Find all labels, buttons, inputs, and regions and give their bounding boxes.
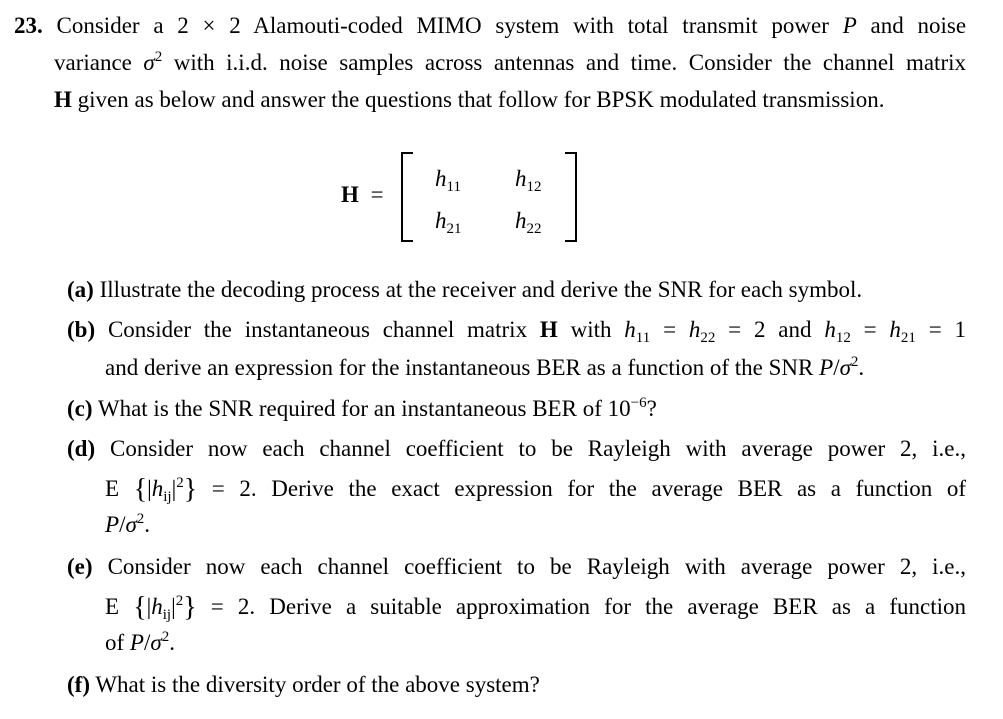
part-d-expectation: E $\{|h_{ij}|^2\}$ bbox=[105, 474, 198, 505]
part-d-line-3: $P/\sigma^2$. bbox=[105, 511, 151, 537]
matrix-entry-h12: $h_{12}$ bbox=[515, 166, 542, 195]
part-f: (f) What is the diversity order of the above system? bbox=[67, 672, 540, 697]
part-d-line-1: (d) Consider now each channel coefficient to be Rayleigh with average power 2, i.e., bbox=[67, 436, 966, 461]
part-e-line-1: (e) Consider now each channel coefficient to be Rayleigh with average power 2, i.e., bbox=[67, 554, 967, 579]
matrix-entry-h21: $h_{21}$ bbox=[435, 208, 462, 237]
part-e-expectation: E $\{|h_{ij}|^2\}$ bbox=[105, 592, 197, 623]
matrix-entry-h11: $h_{11}$ bbox=[435, 166, 461, 195]
matrix-entry-h22: $h_{22}$ bbox=[515, 208, 542, 237]
problem-number: 23. bbox=[14, 13, 43, 38]
part-b-line-2: and derive an expression for the instantaneous BER as a function of the SNR $P/\sigma^2$. bbox=[105, 354, 865, 380]
intro-line-3: H given as below and answer the questions that follow for BPSK modulated transmission. bbox=[54, 87, 885, 112]
part-b-line-1: (b) Consider the instantaneous channel matrix H with $h_{11} = h_{22} = 2$ and $h_{12} = h_{21} = 1$ bbox=[67, 317, 967, 346]
part-e-label: (e) bbox=[67, 554, 93, 579]
part-c: (c) What is the SNR required for an instantaneous BER of $10^{-6}$? bbox=[67, 395, 657, 421]
matrix-right-bracket bbox=[565, 152, 577, 242]
part-d-line-2: E $\{|h_{ij}|^2\} = 2$. Derive the exact expression for the average BER as a function of bbox=[105, 474, 967, 505]
part-f-label: (f) bbox=[67, 672, 90, 697]
part-d-label: (d) bbox=[67, 436, 96, 461]
part-c-label: (c) bbox=[67, 396, 93, 421]
part-a: (a) Illustrate the decoding process at the receiver and derive the SNR for each symbol. bbox=[67, 277, 863, 302]
part-b-label: (b) bbox=[67, 317, 96, 342]
intro-line-2: variance $\sigma^2$ with i.i.d. noise samples across antennas and time. Consider the channel matrix bbox=[54, 49, 966, 75]
matrix-left-bracket bbox=[401, 152, 413, 242]
part-e-line-2: E $\{|h_{ij}|^2\} = 2$. Derive a suitable approximation for the average BER as a function bbox=[105, 592, 967, 623]
part-e-line-3: of $P/\sigma^2$. bbox=[105, 629, 175, 655]
matrix-lhs: H = bbox=[341, 182, 384, 207]
intro-line-1: 23. Consider a 2 × 2 Alamouti-coded MIMO system with total transmit power P and noise bbox=[14, 13, 967, 38]
part-a-label: (a) bbox=[67, 277, 94, 302]
